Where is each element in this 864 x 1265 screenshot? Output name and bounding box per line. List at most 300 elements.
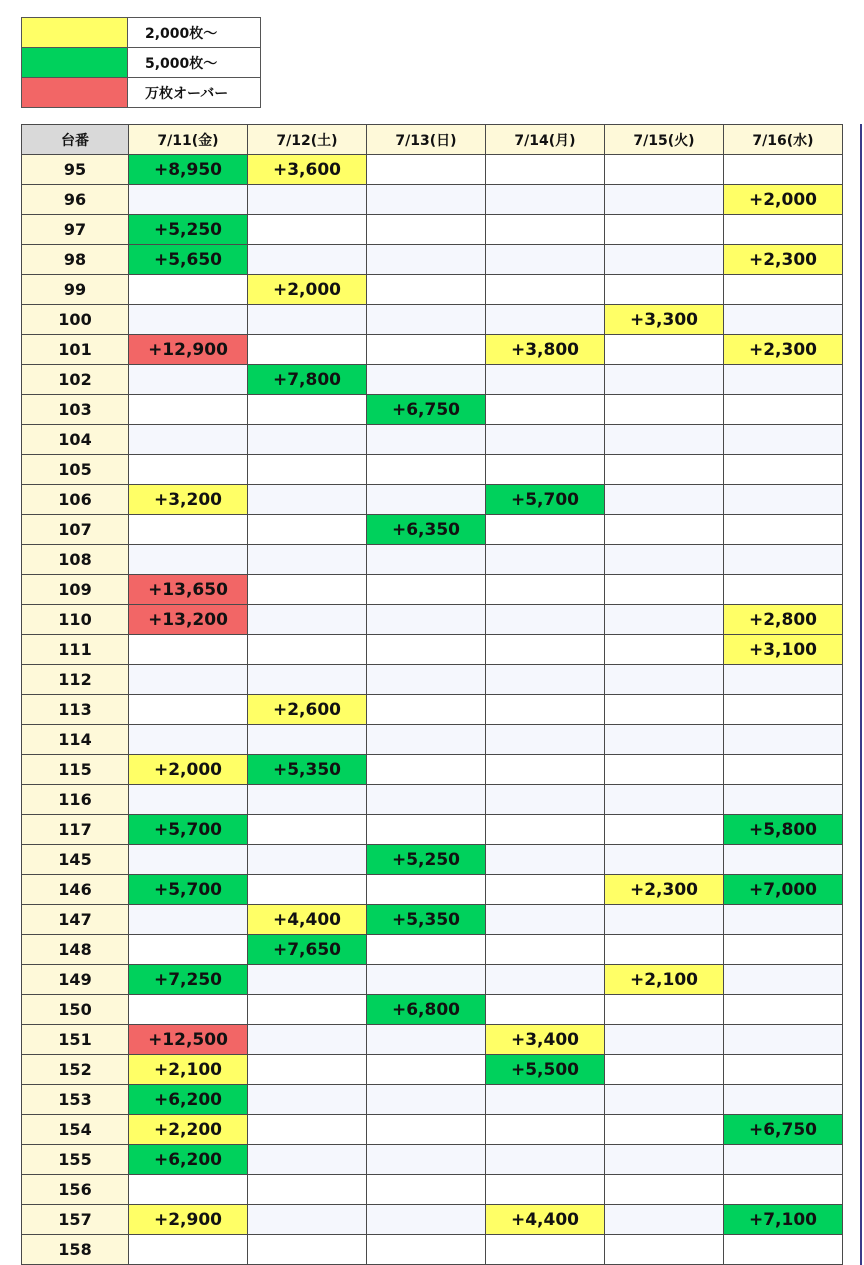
result-cell bbox=[129, 305, 248, 335]
machine-number-cell: 109 bbox=[22, 575, 129, 605]
legend-swatch-yellow bbox=[22, 18, 128, 48]
result-cell: +12,500 bbox=[129, 1025, 248, 1055]
result-cell bbox=[605, 1115, 724, 1145]
result-cell bbox=[129, 725, 248, 755]
result-cell bbox=[486, 875, 605, 905]
machine-number-cell: 96 bbox=[22, 185, 129, 215]
result-cell bbox=[248, 965, 367, 995]
table-row bbox=[22, 485, 843, 515]
result-cell: +2,900 bbox=[129, 1205, 248, 1235]
result-cell bbox=[486, 605, 605, 635]
table-row bbox=[22, 605, 843, 635]
table-row bbox=[22, 365, 843, 395]
result-cell bbox=[248, 1115, 367, 1145]
result-cell bbox=[129, 455, 248, 485]
table-row bbox=[22, 665, 843, 695]
column-header-machine-number: 台番 bbox=[22, 125, 129, 155]
result-cell bbox=[486, 575, 605, 605]
result-cell bbox=[248, 1235, 367, 1265]
column-header-date: 7/15(火) bbox=[605, 125, 724, 155]
result-cell bbox=[605, 155, 724, 185]
table-row bbox=[22, 1085, 843, 1115]
result-cell bbox=[367, 335, 486, 365]
legend-swatch-green bbox=[22, 48, 128, 78]
table-row bbox=[22, 995, 843, 1025]
result-cell: +5,500 bbox=[486, 1055, 605, 1085]
result-cell bbox=[248, 215, 367, 245]
result-cell bbox=[486, 725, 605, 755]
result-cell bbox=[724, 1175, 843, 1205]
table-row bbox=[22, 305, 843, 335]
machine-number-cell: 113 bbox=[22, 695, 129, 725]
machine-number-cell: 116 bbox=[22, 785, 129, 815]
result-cell: +5,700 bbox=[486, 485, 605, 515]
result-cell bbox=[129, 665, 248, 695]
result-cell: +6,350 bbox=[367, 515, 486, 545]
result-cell bbox=[248, 1205, 367, 1235]
result-cell bbox=[486, 635, 605, 665]
result-cell bbox=[367, 245, 486, 275]
result-cell bbox=[605, 935, 724, 965]
machine-number-cell: 150 bbox=[22, 995, 129, 1025]
result-cell bbox=[367, 605, 486, 635]
result-cell bbox=[248, 875, 367, 905]
result-cell bbox=[367, 155, 486, 185]
result-cell: +2,800 bbox=[724, 605, 843, 635]
result-cell bbox=[367, 695, 486, 725]
column-header-date: 7/12(土) bbox=[248, 125, 367, 155]
machine-number-cell: 106 bbox=[22, 485, 129, 515]
result-cell bbox=[605, 365, 724, 395]
result-cell bbox=[486, 455, 605, 485]
result-cell bbox=[486, 1085, 605, 1115]
result-cell bbox=[486, 395, 605, 425]
result-cell bbox=[605, 755, 724, 785]
machine-number-cell: 101 bbox=[22, 335, 129, 365]
result-cell bbox=[248, 455, 367, 485]
result-cell bbox=[367, 1085, 486, 1115]
result-cell bbox=[724, 785, 843, 815]
result-cell bbox=[367, 215, 486, 245]
machine-number-cell: 100 bbox=[22, 305, 129, 335]
machine-number-cell: 153 bbox=[22, 1085, 129, 1115]
result-cell: +8,950 bbox=[129, 155, 248, 185]
result-cell bbox=[605, 995, 724, 1025]
result-cell bbox=[605, 1145, 724, 1175]
result-cell bbox=[605, 395, 724, 425]
machine-number-cell: 157 bbox=[22, 1205, 129, 1235]
result-cell bbox=[724, 755, 843, 785]
result-cell bbox=[129, 845, 248, 875]
result-cell bbox=[248, 995, 367, 1025]
result-cell bbox=[486, 425, 605, 455]
machine-number-cell: 107 bbox=[22, 515, 129, 545]
result-cell bbox=[367, 935, 486, 965]
result-cell: +6,800 bbox=[367, 995, 486, 1025]
machine-number-cell: 97 bbox=[22, 215, 129, 245]
result-cell bbox=[724, 905, 843, 935]
result-cell bbox=[129, 1235, 248, 1265]
machine-number-cell: 146 bbox=[22, 875, 129, 905]
table-row bbox=[22, 395, 843, 425]
table-row bbox=[22, 335, 843, 365]
result-cell bbox=[605, 455, 724, 485]
result-cell: +5,700 bbox=[129, 815, 248, 845]
result-cell: +3,100 bbox=[724, 635, 843, 665]
result-cell: +6,200 bbox=[129, 1085, 248, 1115]
result-cell bbox=[367, 305, 486, 335]
result-cell bbox=[248, 305, 367, 335]
result-cell: +3,300 bbox=[605, 305, 724, 335]
result-cell bbox=[605, 545, 724, 575]
result-cell bbox=[724, 665, 843, 695]
color-legend bbox=[21, 17, 261, 108]
result-cell bbox=[724, 1235, 843, 1265]
result-cell: +2,300 bbox=[724, 335, 843, 365]
result-cell bbox=[248, 335, 367, 365]
machine-number-cell: 145 bbox=[22, 845, 129, 875]
result-cell bbox=[605, 1175, 724, 1205]
result-cell bbox=[605, 905, 724, 935]
machine-number-cell: 103 bbox=[22, 395, 129, 425]
machine-number-cell: 98 bbox=[22, 245, 129, 275]
machine-number-cell: 152 bbox=[22, 1055, 129, 1085]
result-cell bbox=[486, 905, 605, 935]
result-cell bbox=[248, 845, 367, 875]
result-cell bbox=[367, 965, 486, 995]
result-cell bbox=[486, 665, 605, 695]
result-cell: +7,000 bbox=[724, 875, 843, 905]
result-cell bbox=[486, 845, 605, 875]
result-cell: +6,200 bbox=[129, 1145, 248, 1175]
result-cell bbox=[486, 515, 605, 545]
result-cell bbox=[605, 335, 724, 365]
result-cell bbox=[248, 245, 367, 275]
result-cell: +5,800 bbox=[724, 815, 843, 845]
result-cell bbox=[486, 155, 605, 185]
result-cell bbox=[248, 635, 367, 665]
result-cell bbox=[486, 245, 605, 275]
table-row bbox=[22, 1055, 843, 1085]
result-cell: +2,100 bbox=[129, 1055, 248, 1085]
result-cell bbox=[367, 1145, 486, 1175]
result-cell bbox=[724, 395, 843, 425]
machine-number-cell: 156 bbox=[22, 1175, 129, 1205]
result-cell bbox=[367, 575, 486, 605]
result-cell: +7,800 bbox=[248, 365, 367, 395]
result-cell bbox=[248, 1085, 367, 1115]
table-row bbox=[22, 1205, 843, 1235]
table-row bbox=[22, 275, 843, 305]
result-cell bbox=[486, 305, 605, 335]
table-row bbox=[22, 815, 843, 845]
result-cell bbox=[605, 845, 724, 875]
result-cell bbox=[486, 545, 605, 575]
result-cell bbox=[486, 1115, 605, 1145]
result-cell: +5,650 bbox=[129, 245, 248, 275]
machine-number-cell: 149 bbox=[22, 965, 129, 995]
result-cell: +6,750 bbox=[724, 1115, 843, 1145]
result-cell: +5,250 bbox=[367, 845, 486, 875]
result-cell bbox=[248, 725, 367, 755]
table-row bbox=[22, 185, 843, 215]
result-cell: +2,000 bbox=[129, 755, 248, 785]
machine-number-cell: 95 bbox=[22, 155, 129, 185]
result-cell: +2,100 bbox=[605, 965, 724, 995]
result-cell bbox=[605, 515, 724, 545]
result-cell bbox=[724, 1145, 843, 1175]
table-row bbox=[22, 155, 843, 185]
legend-label: 2,000枚～ bbox=[128, 18, 261, 48]
result-cell: +6,750 bbox=[367, 395, 486, 425]
machine-number-cell: 151 bbox=[22, 1025, 129, 1055]
machine-number-cell: 154 bbox=[22, 1115, 129, 1145]
machine-number-cell: 155 bbox=[22, 1145, 129, 1175]
result-cell bbox=[724, 455, 843, 485]
result-cell bbox=[367, 275, 486, 305]
result-cell bbox=[367, 1025, 486, 1055]
result-cell bbox=[605, 695, 724, 725]
machine-number-cell: 158 bbox=[22, 1235, 129, 1265]
result-cell bbox=[129, 635, 248, 665]
result-cell bbox=[724, 575, 843, 605]
result-cell bbox=[724, 1085, 843, 1115]
result-cell bbox=[605, 635, 724, 665]
machine-number-cell: 148 bbox=[22, 935, 129, 965]
result-cell bbox=[129, 275, 248, 305]
result-cell bbox=[129, 995, 248, 1025]
result-cell: +2,000 bbox=[248, 275, 367, 305]
machine-number-cell: 117 bbox=[22, 815, 129, 845]
result-cell bbox=[129, 905, 248, 935]
table-row bbox=[22, 215, 843, 245]
result-cell bbox=[724, 365, 843, 395]
machine-number-cell: 99 bbox=[22, 275, 129, 305]
result-cell bbox=[486, 815, 605, 845]
result-cell bbox=[129, 695, 248, 725]
result-cell bbox=[724, 995, 843, 1025]
result-cell bbox=[486, 365, 605, 395]
result-cell bbox=[605, 575, 724, 605]
result-cell bbox=[724, 485, 843, 515]
legend-row bbox=[22, 78, 261, 108]
column-header-date: 7/16(水) bbox=[724, 125, 843, 155]
table-row bbox=[22, 1235, 843, 1265]
result-cell bbox=[605, 1235, 724, 1265]
result-cell: +5,350 bbox=[248, 755, 367, 785]
result-cell bbox=[367, 725, 486, 755]
result-cell: +2,000 bbox=[724, 185, 843, 215]
table-row bbox=[22, 845, 843, 875]
result-cell bbox=[129, 545, 248, 575]
result-cell bbox=[248, 575, 367, 605]
table-row bbox=[22, 725, 843, 755]
result-cell bbox=[367, 755, 486, 785]
result-cell bbox=[486, 965, 605, 995]
result-cell bbox=[248, 545, 367, 575]
result-cell: +13,200 bbox=[129, 605, 248, 635]
result-cell bbox=[367, 425, 486, 455]
result-cell bbox=[724, 155, 843, 185]
result-cell bbox=[129, 1175, 248, 1205]
table-row bbox=[22, 575, 843, 605]
result-cell bbox=[248, 425, 367, 455]
result-cell: +2,300 bbox=[605, 875, 724, 905]
result-cell bbox=[605, 185, 724, 215]
column-header-date: 7/14(月) bbox=[486, 125, 605, 155]
legend-row bbox=[22, 48, 261, 78]
result-cell bbox=[486, 755, 605, 785]
table-row bbox=[22, 245, 843, 275]
result-cell bbox=[248, 395, 367, 425]
result-cell bbox=[367, 1175, 486, 1205]
result-cell: +3,200 bbox=[129, 485, 248, 515]
result-cell: +5,250 bbox=[129, 215, 248, 245]
result-cell bbox=[367, 485, 486, 515]
result-cell bbox=[486, 1235, 605, 1265]
machine-number-cell: 147 bbox=[22, 905, 129, 935]
result-cell bbox=[367, 455, 486, 485]
table-row bbox=[22, 1115, 843, 1145]
result-cell bbox=[724, 215, 843, 245]
result-cell bbox=[605, 1085, 724, 1115]
result-cell bbox=[605, 665, 724, 695]
column-header-date: 7/13(日) bbox=[367, 125, 486, 155]
result-cell bbox=[129, 185, 248, 215]
result-cell bbox=[724, 305, 843, 335]
result-cell bbox=[129, 515, 248, 545]
result-cell bbox=[486, 1175, 605, 1205]
result-cell: +2,600 bbox=[248, 695, 367, 725]
result-cell: +4,400 bbox=[486, 1205, 605, 1235]
table-row bbox=[22, 515, 843, 545]
result-cell bbox=[248, 1025, 367, 1055]
machine-number-cell: 114 bbox=[22, 725, 129, 755]
result-cell bbox=[724, 425, 843, 455]
result-cell bbox=[605, 485, 724, 515]
result-cell: +7,100 bbox=[724, 1205, 843, 1235]
result-cell bbox=[724, 545, 843, 575]
table-header-row bbox=[22, 125, 843, 155]
table-row bbox=[22, 875, 843, 905]
result-cell: +7,650 bbox=[248, 935, 367, 965]
result-cell bbox=[248, 1055, 367, 1085]
result-cell bbox=[605, 275, 724, 305]
result-cell bbox=[724, 1025, 843, 1055]
result-cell bbox=[486, 695, 605, 725]
result-cell bbox=[129, 365, 248, 395]
result-cell: +5,700 bbox=[129, 875, 248, 905]
result-cell bbox=[248, 1145, 367, 1175]
result-cell bbox=[129, 395, 248, 425]
result-cell bbox=[724, 725, 843, 755]
machine-number-cell: 102 bbox=[22, 365, 129, 395]
legend-label: 5,000枚～ bbox=[128, 48, 261, 78]
table-row bbox=[22, 785, 843, 815]
result-cell bbox=[724, 275, 843, 305]
machine-number-cell: 104 bbox=[22, 425, 129, 455]
table-row bbox=[22, 635, 843, 665]
result-cell bbox=[367, 1055, 486, 1085]
result-cell bbox=[248, 485, 367, 515]
result-cell bbox=[248, 785, 367, 815]
result-cell bbox=[367, 815, 486, 845]
result-cell bbox=[605, 815, 724, 845]
result-cell bbox=[605, 1025, 724, 1055]
result-cell: +13,650 bbox=[129, 575, 248, 605]
result-cell bbox=[724, 845, 843, 875]
result-cell bbox=[129, 425, 248, 455]
result-cell bbox=[367, 1235, 486, 1265]
machine-number-cell: 105 bbox=[22, 455, 129, 485]
result-cell bbox=[367, 545, 486, 575]
result-cell bbox=[486, 275, 605, 305]
result-cell: +5,350 bbox=[367, 905, 486, 935]
result-cell bbox=[486, 215, 605, 245]
result-cell bbox=[724, 515, 843, 545]
result-cell bbox=[367, 875, 486, 905]
result-cell bbox=[724, 935, 843, 965]
machine-results-table bbox=[21, 124, 843, 1265]
table-row bbox=[22, 695, 843, 725]
result-cell: +7,250 bbox=[129, 965, 248, 995]
table-row bbox=[22, 1145, 843, 1175]
legend-label: 万枚オーバー bbox=[128, 78, 261, 108]
table-row bbox=[22, 1025, 843, 1055]
legend-swatch-red bbox=[22, 78, 128, 108]
result-cell bbox=[367, 1205, 486, 1235]
result-cell bbox=[486, 785, 605, 815]
result-cell bbox=[367, 665, 486, 695]
result-cell bbox=[367, 785, 486, 815]
result-cell bbox=[605, 425, 724, 455]
result-cell: +2,300 bbox=[724, 245, 843, 275]
table-row bbox=[22, 965, 843, 995]
result-cell bbox=[724, 1055, 843, 1085]
table-row bbox=[22, 1175, 843, 1205]
machine-number-cell: 112 bbox=[22, 665, 129, 695]
result-cell bbox=[248, 515, 367, 545]
result-cell bbox=[486, 1145, 605, 1175]
result-cell bbox=[724, 965, 843, 995]
result-cell bbox=[248, 1175, 367, 1205]
result-cell bbox=[605, 605, 724, 635]
right-border-line bbox=[860, 124, 862, 1265]
table-row bbox=[22, 425, 843, 455]
result-cell bbox=[605, 1055, 724, 1085]
result-cell: +3,800 bbox=[486, 335, 605, 365]
result-cell bbox=[605, 785, 724, 815]
result-cell bbox=[129, 935, 248, 965]
result-cell bbox=[367, 1115, 486, 1145]
result-cell bbox=[248, 665, 367, 695]
result-cell bbox=[486, 185, 605, 215]
result-cell bbox=[724, 695, 843, 725]
result-cell bbox=[486, 995, 605, 1025]
result-cell: +3,400 bbox=[486, 1025, 605, 1055]
result-cell: +3,600 bbox=[248, 155, 367, 185]
column-header-date: 7/11(金) bbox=[129, 125, 248, 155]
result-cell bbox=[605, 1205, 724, 1235]
result-cell bbox=[486, 935, 605, 965]
result-cell bbox=[248, 815, 367, 845]
result-cell: +4,400 bbox=[248, 905, 367, 935]
result-cell bbox=[129, 785, 248, 815]
machine-number-cell: 110 bbox=[22, 605, 129, 635]
table-row bbox=[22, 935, 843, 965]
result-cell bbox=[367, 185, 486, 215]
table-row bbox=[22, 905, 843, 935]
